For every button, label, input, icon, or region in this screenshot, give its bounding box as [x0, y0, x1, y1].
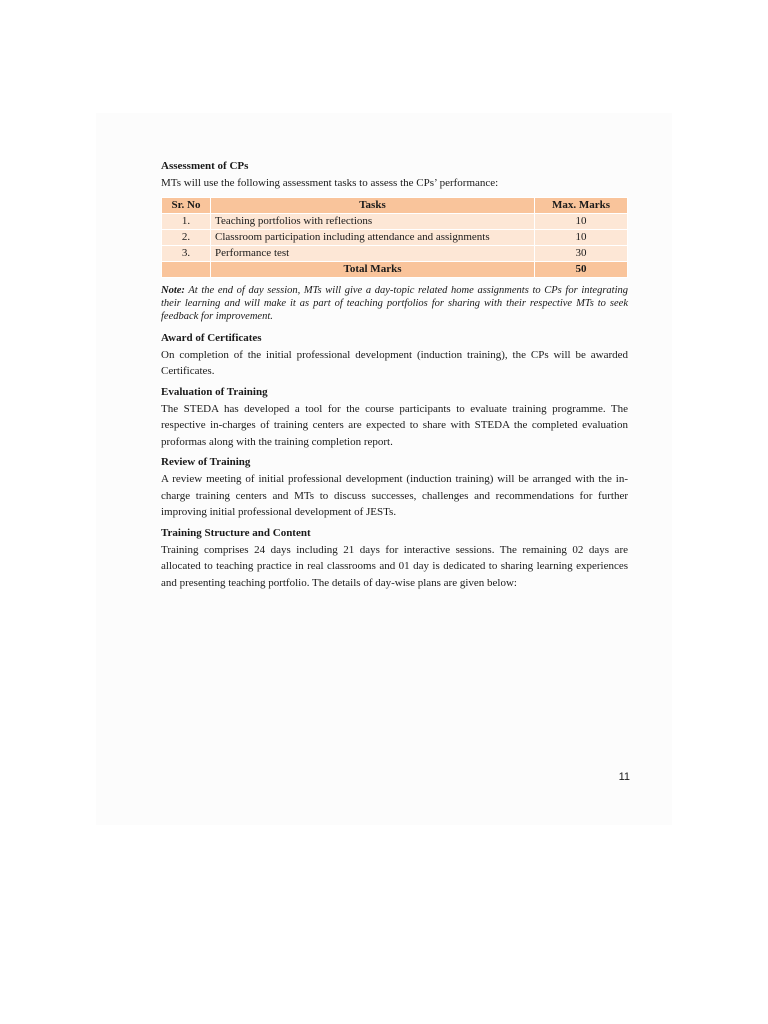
page-number: 11: [618, 771, 630, 783]
note-text: At the end of day session, MTs will give a day-topic related home assignments to CPs for integrating their learning and will make it as part of teaching portfolios for sharing with their respective MTs to seek feedback for improvement.: [161, 284, 628, 322]
assessment-table: [161, 197, 628, 278]
table-header-row: [162, 197, 628, 213]
cell-marks: 30: [535, 245, 628, 261]
cell-task: Classroom participation including attendance and assignments: [211, 229, 535, 245]
cell-sr-no: 2.: [162, 229, 211, 245]
cell-marks: 10: [535, 213, 628, 229]
table-row: [162, 245, 628, 261]
table-total-row: [162, 261, 628, 277]
section-heading: Review of Training: [161, 456, 251, 468]
total-label: Total Marks: [211, 261, 535, 277]
cell-task: Teaching portfolios with reflections: [211, 213, 535, 229]
section-review-of-training: [161, 455, 628, 521]
assessment-note: [161, 284, 628, 323]
assessment-intro: MTs will use the following assessment tasks to assess the CPs’ performance:: [161, 177, 499, 189]
section-text: A review meeting of initial professional development (induction training) will be arranged with the in-charge training centers and MTs to discuss successes, challenges and recommendations for further improving initial professional development of JESTs.: [161, 473, 628, 518]
section-award-of-certificates: [161, 331, 628, 380]
assessment-heading: Assessment of CPs: [161, 160, 249, 172]
cell-sr-no: 1.: [162, 213, 211, 229]
section-heading: Training Structure and Content: [161, 526, 311, 539]
cell-task: Performance test: [211, 245, 535, 261]
col-header-tasks: Tasks: [211, 197, 535, 213]
document-content: [161, 159, 628, 596]
table-row: [162, 213, 628, 229]
section-text: Training comprises 24 days including 21 days for interactive sessions. The remaining 02 days are allocated to teaching practice in real classrooms and 01 day is dedicated to sharing learning experiences and presenting teaching portfolio. The details of day-wise plans are given below:: [161, 543, 628, 589]
section-heading: Evaluation of Training: [161, 385, 268, 398]
cell-sr-no: 3.: [162, 245, 211, 261]
note-label: Note:: [161, 284, 185, 296]
total-value: 50: [535, 261, 628, 277]
table-row: [162, 229, 628, 245]
section-text: The STEDA has developed a tool for the course participants to evaluate training programme. The respective in-charges of training centers are expected to share with STEDA the completed evaluation proformas along with the training completion report.: [161, 402, 628, 448]
section-evaluation-of-training: [161, 385, 628, 451]
total-empty-cell: [162, 261, 211, 277]
col-header-max-marks: Max. Marks: [535, 197, 628, 213]
col-header-sr-no: Sr. No: [162, 197, 211, 213]
section-text: On completion of the initial professional development (induction training), the CPs will be awarded Certificates.: [161, 348, 628, 377]
cell-marks: 10: [535, 229, 628, 245]
section-heading: Award of Certificates: [161, 331, 262, 344]
section-training-structure: [161, 526, 628, 592]
